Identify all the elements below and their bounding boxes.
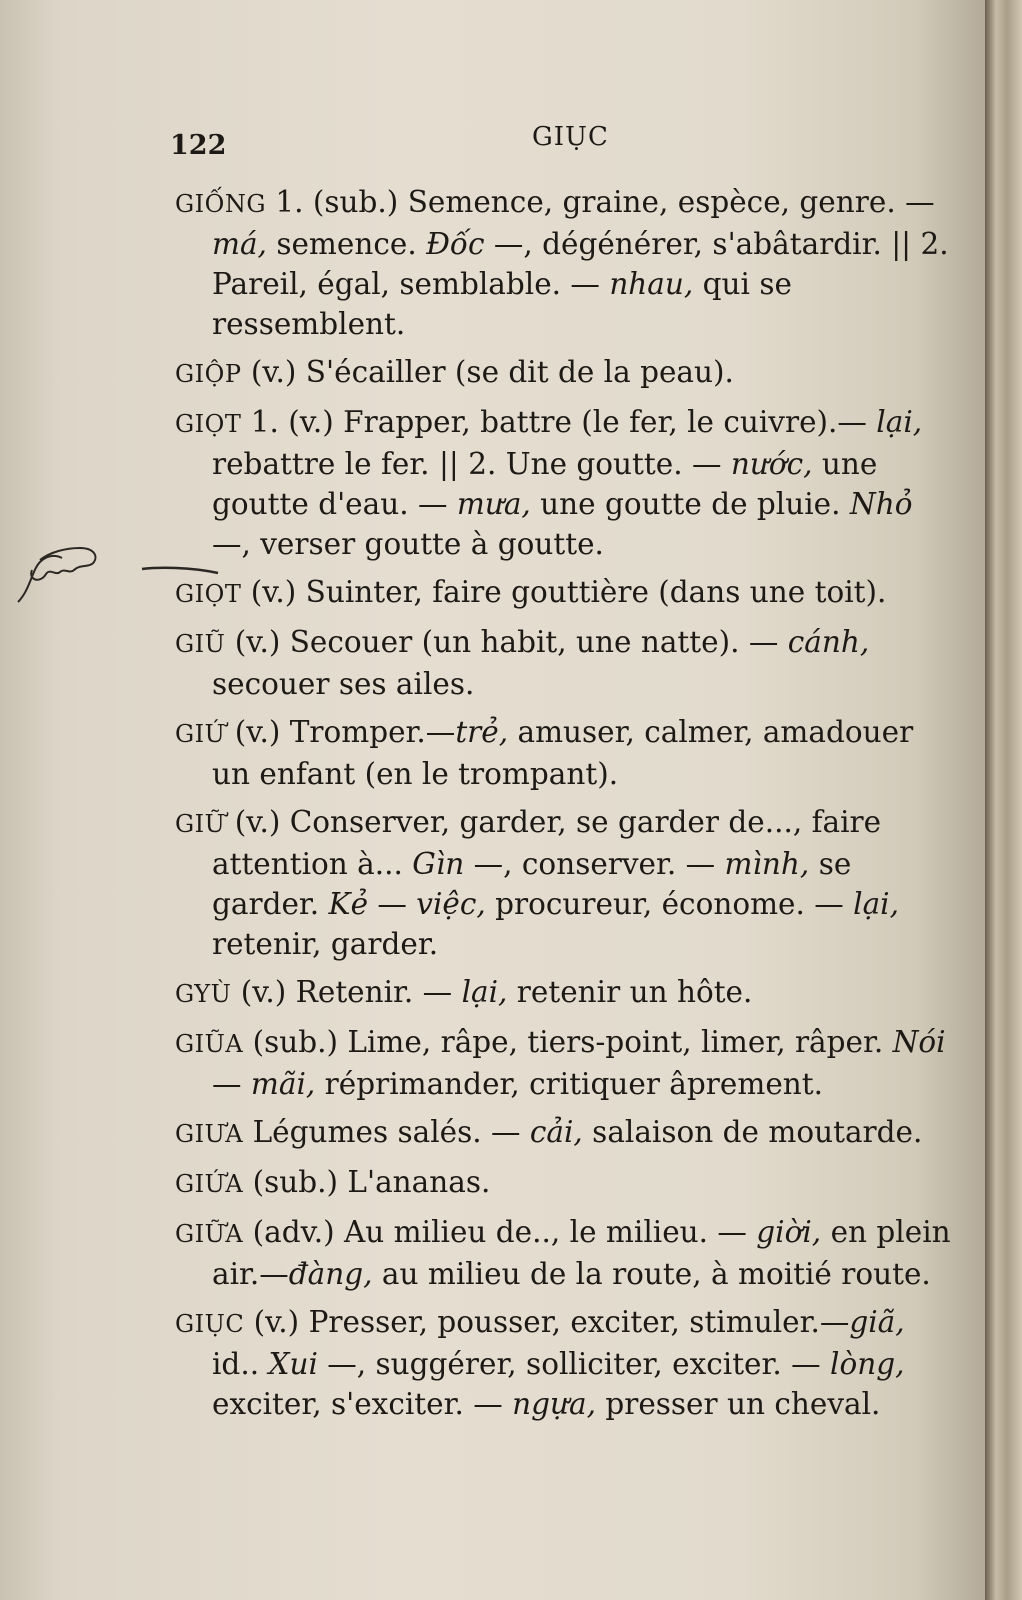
entry-text: (v.) Conserver, garder, se garder de..., faire attention à... <box>212 805 882 881</box>
entry-italic-term: nhau, <box>609 267 694 301</box>
dictionary-entry <box>175 1162 955 1204</box>
entry-italic-term: mãi, <box>250 1067 316 1101</box>
entry-italic-term: cánh, <box>787 625 870 659</box>
entry-text: se garder. <box>212 847 852 921</box>
book-page-edge <box>985 0 1022 1600</box>
entry-text: —, conserver. — <box>464 847 725 881</box>
entry-text: —, dégénérer, s'abâtardir. || 2. Pareil, égal, semblable. — <box>212 227 949 301</box>
page-number: 122 <box>170 130 227 161</box>
entry-italic-term: giời, <box>756 1215 822 1249</box>
entry-italic-term: lại, <box>876 405 923 439</box>
dictionary-entry <box>175 972 955 1014</box>
entry-text: rebattre le fer. || 2. Une goutte. — <box>212 447 731 481</box>
entry-italic-term: Nhỏ <box>849 487 913 521</box>
entry-text: (v.) S'écailler (se dit de la peau). <box>241 355 734 389</box>
dictionary-entry <box>175 1022 955 1104</box>
dictionary-entry <box>175 622 955 704</box>
entry-text: en plein air.— <box>212 1215 951 1291</box>
entry-headword: GIỮ <box>175 810 226 838</box>
dictionary-entries <box>175 182 955 1432</box>
entry-italic-term: nước, <box>730 447 813 481</box>
entry-headword: GIƯA <box>175 1120 244 1148</box>
entry-italic-term: Kẻ <box>328 887 369 921</box>
entry-italic-term: việc, <box>416 887 486 921</box>
entry-text: salaison de moutarde. <box>582 1115 923 1149</box>
entry-headword: GIỘP <box>175 360 242 388</box>
dictionary-entry <box>175 1302 955 1424</box>
entry-text: — <box>212 1067 251 1101</box>
entry-italic-term: má, <box>212 227 267 261</box>
entry-text: (v.) Retenir. — <box>231 975 462 1009</box>
entry-text: (v.) Secouer (un habit, une natte). — <box>225 625 788 659</box>
entry-headword: GYÙ <box>175 980 232 1008</box>
dictionary-entry <box>175 802 955 964</box>
entry-headword: GIỮA <box>175 1220 244 1248</box>
entry-italic-term: lại, <box>461 975 508 1009</box>
dictionary-entry <box>175 1212 955 1294</box>
entry-headword: GIỨA <box>175 1170 244 1198</box>
entry-italic-term: cải, <box>529 1115 583 1149</box>
entry-text: — <box>368 887 417 921</box>
entry-text: 1. (sub.) Semence, graine, espèce, genre. — <box>266 185 935 219</box>
entry-text: —, suggérer, solliciter, exciter. — <box>317 1347 831 1381</box>
entry-text: retenir un hôte. <box>507 975 753 1009</box>
entry-text: (v.) Presser, pousser, exciter, stimuler.— <box>244 1305 850 1339</box>
entry-text: (v.) Suinter, faire gouttière (dans une toit). <box>241 575 887 609</box>
entry-italic-term: giã, <box>849 1305 905 1339</box>
entry-text: presser un cheval. <box>595 1387 881 1421</box>
dictionary-entry <box>175 182 955 344</box>
entry-italic-term: mình, <box>724 847 810 881</box>
entry-text: 1. (v.) Frapper, battre (le fer, le cuivre).— <box>241 405 877 439</box>
entry-italic-term: mưa, <box>456 487 531 521</box>
entry-headword: GIỐNG <box>175 190 266 218</box>
entry-headword: GIŨA <box>175 1030 244 1058</box>
entry-headword: GIỨ <box>175 720 226 748</box>
entry-text: (sub.) Lime, râpe, tiers-point, limer, râper. <box>243 1025 893 1059</box>
dictionary-entry <box>175 402 955 564</box>
entry-text: qui se ressemblent. <box>212 267 792 341</box>
entry-text: réprimander, critiquer âprement. <box>315 1067 824 1101</box>
entry-text: (v.) Tromper.— <box>225 715 456 749</box>
entry-italic-term: Xui <box>268 1347 318 1381</box>
entry-headword: GIỌT <box>175 580 242 608</box>
entry-headword: GIỌT <box>175 410 242 438</box>
entry-text: amuser, calmer, amadouer un enfant (en le trompant). <box>212 715 914 791</box>
entry-text: secouer ses ailes. <box>212 667 475 701</box>
entry-text: exciter, s'exciter. — <box>212 1387 513 1421</box>
handwritten-margin-note <box>10 540 110 610</box>
entry-italic-term: lòng, <box>830 1347 905 1381</box>
entry-text: (sub.) L'ananas. <box>243 1165 491 1199</box>
entry-text: au milieu de la route, à moitié route. <box>372 1257 931 1291</box>
entry-italic-term: Gìn <box>412 847 465 881</box>
dictionary-entry <box>175 1112 955 1154</box>
entry-text: (adv.) Au milieu de.., le milieu. — <box>243 1215 757 1249</box>
entry-headword: GIỤC <box>175 1310 245 1338</box>
entry-italic-term: Nói <box>892 1025 946 1059</box>
entry-italic-term: ngựa, <box>512 1387 596 1421</box>
entry-text: semence. <box>266 227 427 261</box>
entry-italic-term: Đốc <box>426 227 485 261</box>
entry-text: —, verser goutte à goutte. <box>212 527 604 561</box>
entry-headword: GIŨ <box>175 630 226 658</box>
entry-text: une goutte de pluie. <box>530 487 850 521</box>
entry-text: une goutte d'eau. — <box>212 447 878 521</box>
entry-italic-term: trẻ, <box>455 715 509 749</box>
running-head: GIỤC <box>532 122 609 152</box>
entry-italic-term: lại, <box>853 887 899 921</box>
entry-text: Légumes salés. — <box>243 1115 530 1149</box>
dictionary-entry <box>175 572 955 614</box>
dictionary-entry <box>175 352 955 394</box>
entry-text: id.. <box>212 1347 269 1381</box>
dictionary-entry <box>175 712 955 794</box>
entry-italic-term: đàng, <box>288 1257 373 1291</box>
entry-text: retenir, garder. <box>212 927 439 961</box>
entry-text: procureur, économe. — <box>485 887 854 921</box>
